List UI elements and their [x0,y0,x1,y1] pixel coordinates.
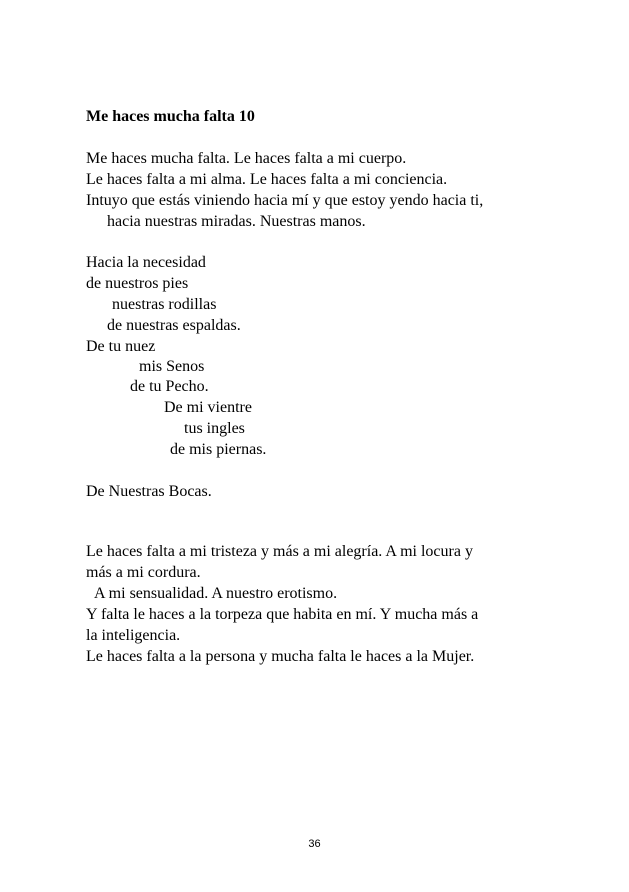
stanza-1-line-2: Le haces falta a mi alma. Le haces falta a mi conciencia. [86,171,448,188]
stanza-2-line-6: mis Senos [139,358,205,375]
stanza-4-line-6: Le haces falta a la persona y mucha falta le haces a la Mujer. [86,648,475,665]
stanza-4-line-2: más a mi cordura. [86,564,201,581]
stanza-4-line-4: Y falta le haces a la torpeza que habita en mí. Y mucha más a [86,606,479,623]
stanza-3-line-1: De Nuestras Bocas. [86,483,212,500]
stanza-2-line-4: de nuestras espaldas. [107,317,241,334]
stanza-2-line-9: tus ingles [184,420,245,437]
stanza-4-line-3: A mi sensualidad. A nuestro erotismo. [94,585,338,602]
stanza-2-line-3: nuestras rodillas [112,296,217,313]
poem-title: Me haces mucha falta 10 [86,108,255,125]
stanza-4-line-1: Le haces falta a mi tristeza y más a mi alegría. A mi locura y [86,543,473,560]
page-number: 36 [308,838,321,850]
stanza-2-line-1: Hacia la necesidad [86,254,206,271]
stanza-2-line-5: De tu nuez [86,338,156,355]
stanza-2-line-2: de nuestros pies [86,275,189,292]
stanza-1-line-1: Me haces mucha falta. Le haces falta a mi cuerpo. [86,150,407,167]
stanza-4-line-5: la inteligencia. [86,627,181,644]
stanza-1-line-3: Intuyo que estás viniendo hacia mí y que estoy yendo hacia ti, [86,192,484,209]
stanza-1-line-4: hacia nuestras miradas. Nuestras manos. [107,213,366,230]
stanza-2-line-7: de tu Pecho. [130,378,209,395]
stanza-2-line-8: De mi vientre [164,399,252,416]
stanza-2-line-10: de mis piernas. [170,441,267,458]
